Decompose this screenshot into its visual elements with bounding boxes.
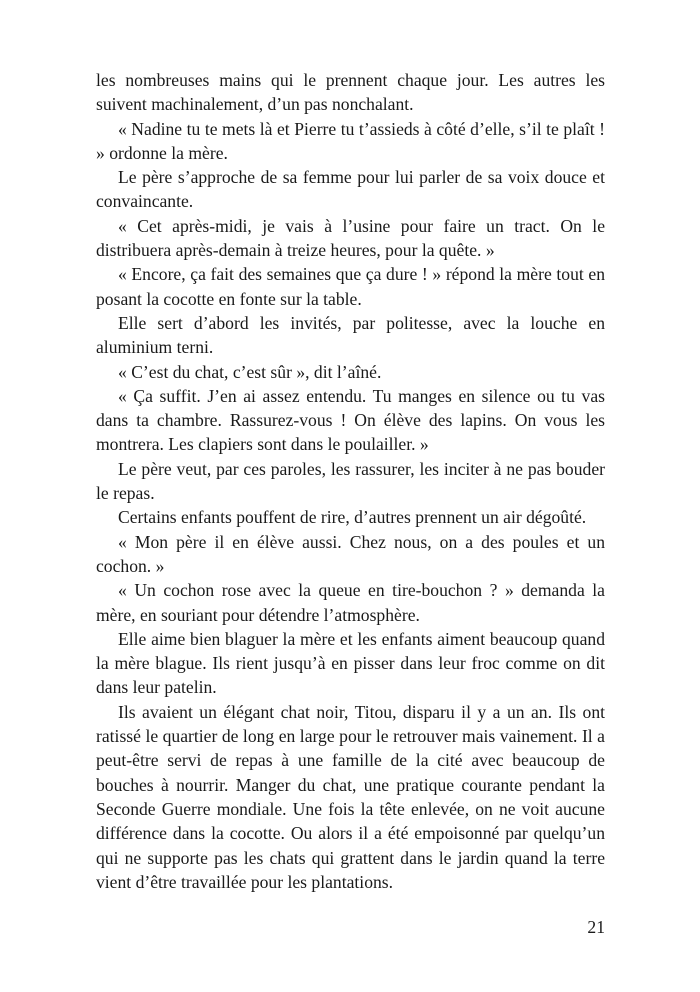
paragraph: « Ça suffit. J’en ai assez entendu. Tu manges en silence ou tu vas dans ta chambre. Rassurez-vous ! On élève des lapins. On vous les montrera. Les clapiers sont dans le poulailler. » (96, 385, 605, 455)
paragraph: « Nadine tu te mets là et Pierre tu t’assieds à côté d’elle, s’il te plaît ! » ordonne la mère. (96, 118, 605, 163)
paragraph: Elle aime bien blaguer la mère et les enfants aiment beaucoup quand la mère blague. Ils rient jusqu’à en pisser dans leur froc comme on dit dans leur patelin. (96, 628, 605, 698)
paragraph: Le père s’approche de sa femme pour lui parler de sa voix douce et convaincante. (96, 167, 605, 212)
paragraph: Le père veut, par ces paroles, les rassurer, les inciter à ne pas bouder le repas. (96, 458, 605, 504)
paragraph: Ils avaient un élégant chat noir, Titou, disparu il y a un an. Ils ont ratissé le quartier de long en large pour le retrouver mais vainement. Il a peut-être servi de repas à une famille de la cité avec beaucoup de bouches à nourrir. Manger du chat, une pratique courante pendant la Seconde Guerre mondiale. Une fois la tête enlevée, on ne voit aucune différence dans la cocotte. Ou alors il a été empoisonné par quelqu’un qui ne supporte pas les chats qui grattent dans le jardin quand la terre vient d’être travaillée pour les plantations. (96, 701, 605, 892)
paragraph: « Mon père il en élève aussi. Chez nous, on a des poules et un cochon. » (96, 531, 605, 576)
paragraph: Certains enfants pouffent de rire, d’autres prennent un air dégoûté. (118, 507, 587, 528)
paragraph: « Un cochon rose avec la queue en tire-bouchon ? » demanda la mère, en souriant pour détendre l’atmosphère. (96, 580, 605, 625)
paragraph: « Cet après-midi, je vais à l’usine pour faire un tract. On le distribuera après-demain à treize heures, pour la quête. » (96, 215, 605, 261)
body-text (96, 68, 605, 894)
page-number: 21 (587, 917, 605, 937)
paragraph: Elle sert d’abord les invités, par politesse, avec la louche en aluminium terni. (96, 312, 605, 358)
paragraph: « C’est du chat, c’est sûr », dit l’aîné. (118, 361, 382, 382)
paragraph-continued: les nombreuses mains qui le prennent chaque jour. Les autres les suivent machinalement, d’un pas nonchalant. (96, 70, 605, 115)
paragraph: « Encore, ça fait des semaines que ça dure ! » répond la mère tout en posant la cocotte en fonte sur la table. (96, 264, 605, 309)
